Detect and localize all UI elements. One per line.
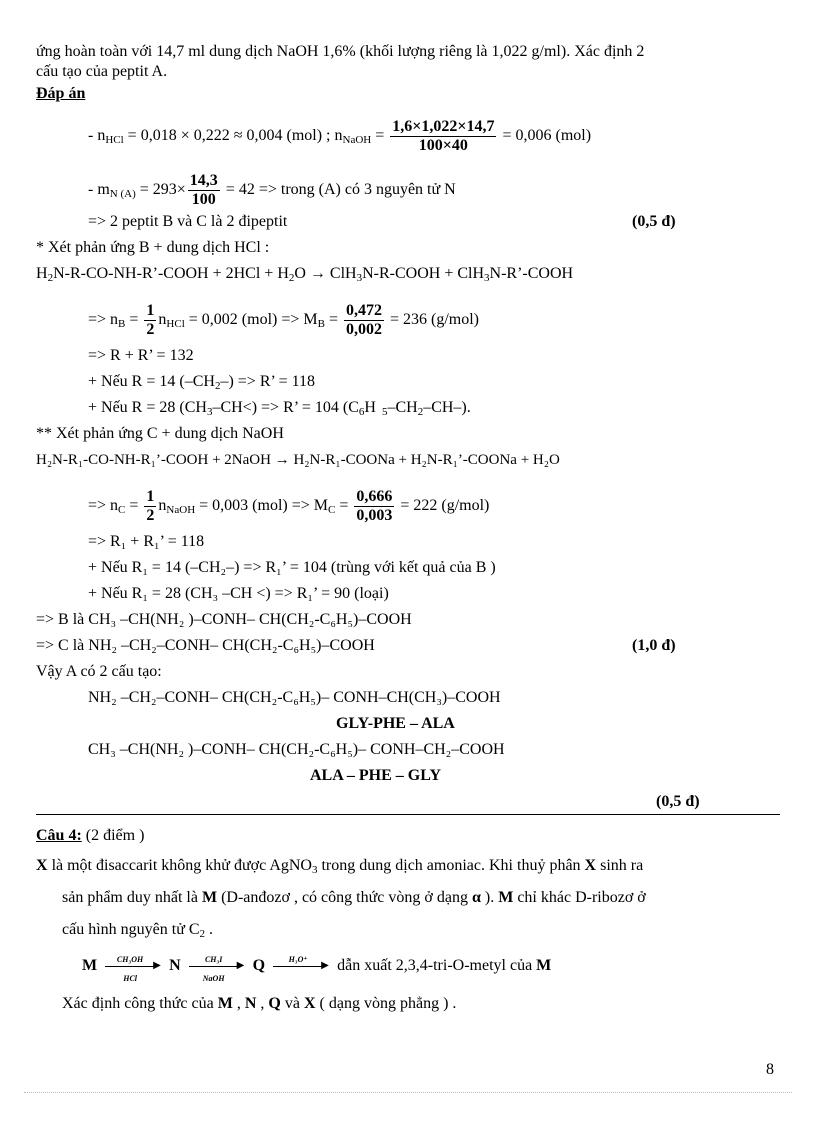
question-4-task: Xác định công thức của M , N , Q và X ( dạng vòng phẳng ) . — [62, 995, 457, 1012]
score-3: (0,5 đ) — [656, 793, 700, 810]
arrow-2-icon: CH₃I ▶ NaOH — [189, 959, 245, 973]
reaction-c-equation: H₂N-R₁-CO-NH-R₁’-COOH + 2NaOH → H₂N-R₁-COONa + H₂N-R₁’-COONa + H₂O — [36, 452, 560, 468]
naoh-fraction: $\frac{1,6\times 1,022\times 14,7}{100\times 40}$ — [392, 118, 495, 154]
half-fraction: $\frac{1}{2}$ — [146, 302, 155, 338]
nc-mc-calculation: => $n_C$ = $\frac{1}{2}$ $n_{NaOH} = 0,003$ $(mol) => M_C$ = $\frac{0,666}{0,003}$ = 222 (g/mol) — [88, 488, 490, 524]
r-sum-b: => R + R’ = 132 — [88, 347, 194, 364]
nitrogen-mass-calculation: - $m_{N (A)} = 293\times$ $\frac{14,3}{100}$ = 42 => trong (A) có 3 nguyên tử N — [88, 172, 456, 208]
page-bottom-border — [24, 1092, 792, 1093]
nitrogen-fraction: $\frac{14,3}{100}$ — [189, 172, 218, 208]
case-b-2: + Nếu R = 28 $(CH_3-CH<) => R$’ = 104 ($C_6H$ $_5-CH_2-CH-$). — [88, 399, 471, 418]
intro-line-1: ứng hoàn toàn với 14,7 ml dung dịch NaOH 1,6% (khối lượng riêng là 1,022 g/ml). Xác định 2 — [36, 43, 645, 60]
structure-2-name: ALA – PHE – GLY — [310, 767, 441, 784]
intro-line-2: cấu tạo của peptit A. — [36, 63, 168, 80]
question-4-line-2: sản phẩm duy nhất là M (D-anđozơ , có công thức vòng ở dạng α ). M chỉ khác D-ribozơ ở — [62, 889, 646, 906]
a-structures-label: Vậy A có 2 cấu tạo: — [36, 663, 162, 680]
r-sum-c: => R₁ + R₁’ = 118 — [88, 533, 205, 550]
structure-2: CH₃ –CH(NH₂ )–CONH– CH(CH₂-C₆H₅)– CONH–CH₂–COOH — [88, 741, 505, 758]
c-structure: => C là NH₂ –CH₂–CONH– CH(CH₂-C₆H₅)–COOH — [36, 637, 375, 654]
dipeptit-conclusion: => 2 peptit B và C là 2 đipeptit — [88, 213, 288, 230]
reaction-b-equation: $H_2N-R-CO-NH-R$’-COOH + $2HCl + H_2O$ → ClH$_3$N-R-COOH + ClH$_3$N-R’-COOH — [36, 265, 574, 284]
structure-1: NH₂ –CH₂–CONH– CH(CH₂-C₆H₅)– CONH–CH(CH₃)–COOH — [88, 689, 501, 706]
structure-1-name: GLY-PHE – ALA — [336, 715, 455, 732]
case-c-1: + Nếu R₁ = 14 (–CH₂–) => R₁’ = 104 (trùng với kết quả của B ) — [88, 559, 496, 576]
answer-heading: Đáp án — [36, 85, 86, 102]
arrow-3-icon: H₃O⁺ ▶ — [273, 959, 329, 973]
mc-fraction: $\frac{0,666}{0,003}$ — [356, 488, 393, 524]
page-number: 8 — [766, 1061, 774, 1078]
section-c-title: ** Xét phản ứng C + dung dịch NaOH — [36, 425, 284, 442]
b-structure: => B là CH₃ –CH(NH₂ )–CONH– CH(CH₂-C₆H₅)–COOH — [36, 611, 412, 628]
nb-mb-calculation: => $n_B$ = $\frac{1}{2}$ $n_{HCl} = 0,002$ $(mol) => M_B$ = $\frac{0,472}{0,002}$ = 236 (g/mol) — [88, 302, 479, 338]
question-4-line-1: X là một đisaccarit không khử được AgNO$_3$ trong dung dịch amoniac. Khi thuỷ phân X sinh ra — [36, 857, 644, 876]
section-b-title: * Xét phản ứng B + dung dịch HCl : — [36, 239, 270, 256]
case-b-1: + Nếu R = 14 $(-CH_2-) => R$’ = 118 — [88, 373, 316, 392]
mol-calculation: - $n_{HCl} = 0,018 \times 0,222 \approx 0,004$ (mol) ; $n_{NaOH}$ = $\frac{1,6\times 1,022\times 14,7}{100\times 40}$ = 0,006 (mol) — [88, 118, 592, 154]
arrow-1-icon: CH₃OH ▶ HCl — [105, 959, 161, 973]
case-c-2: + Nếu R₁ = 28 (CH₃ –CH <) => R₁’ = 90 (loại) — [88, 585, 389, 602]
score-1: (0,5 đ) — [632, 213, 676, 230]
section-divider — [36, 814, 780, 815]
question-4-header: Câu 4: (2 điểm ) — [36, 827, 145, 844]
question-4-line-3: cấu hình nguyên tử $C_2$ . — [62, 921, 214, 940]
half-fraction-c: $\frac{1}{2}$ — [146, 488, 155, 524]
reaction-scheme: M CH₃OH ▶ HCl N CH₃I ▶ NaOH Q H₃O⁺ ▶ dẫn xuất 2,3,4-tri-O-metyl của M — [82, 955, 552, 984]
score-2: (1,0 đ) — [632, 637, 676, 654]
mb-fraction: $\frac{0,472}{0,002}$ — [345, 302, 382, 338]
